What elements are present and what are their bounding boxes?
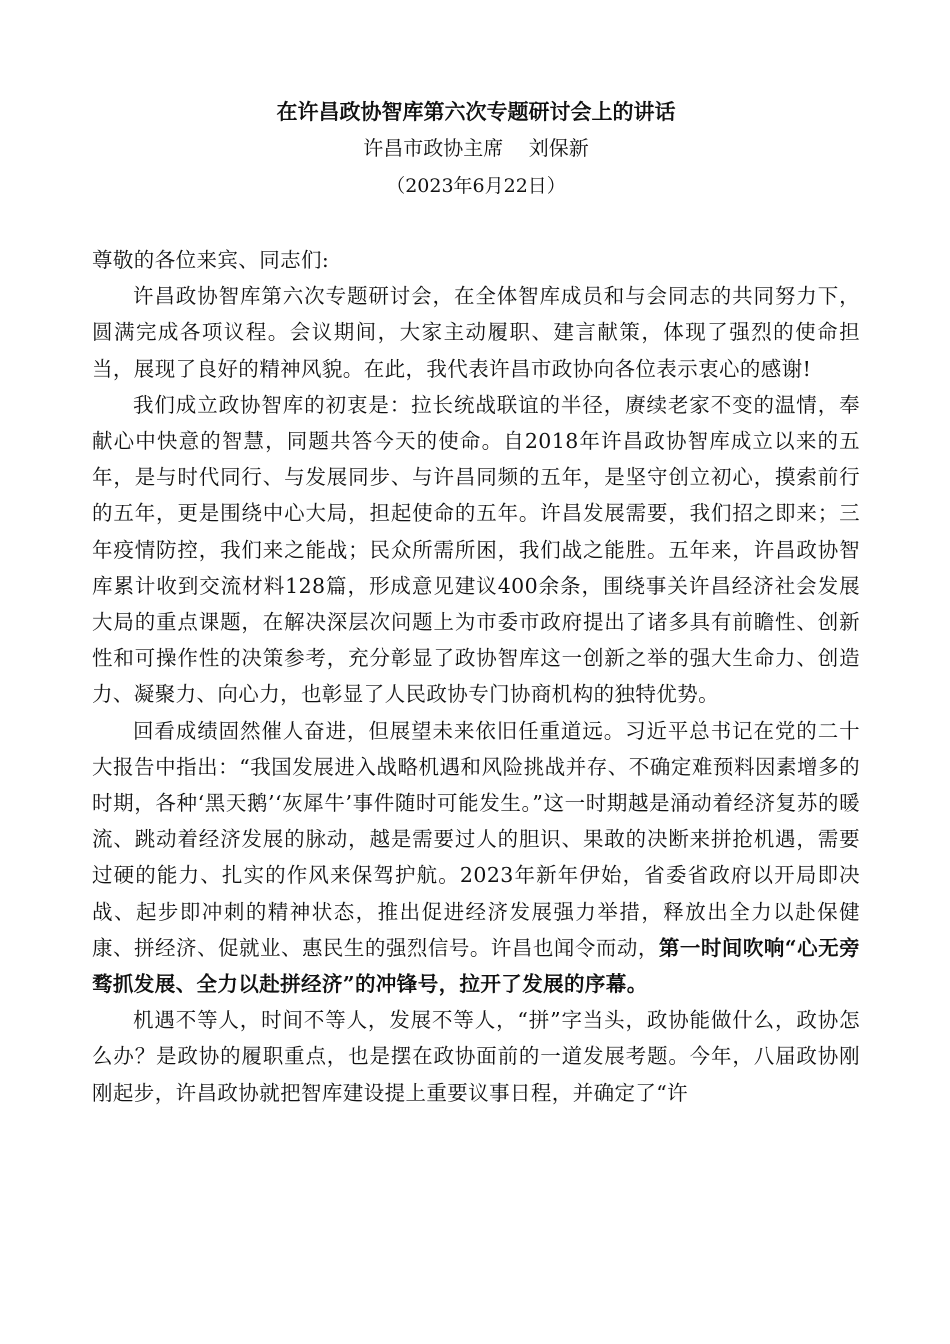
paragraph-3 <box>92 713 860 1003</box>
paragraph-4 <box>92 1002 860 1111</box>
paragraph-1-text: 许昌政协智库第六次专题研讨会，在全体智库成员和与会同志的共同努力下，圆满完成各项议程。会议期间，大家主动履职、建言献策，体现了强烈的使命担当，展现了良好的精神风貌。在此，我代表许昌市政协向各位表示衷心的感谢! <box>92 284 860 381</box>
paragraph-2-text: 我们成立政协智库的初衷是：拉长统战联谊的半径，赓续老家不变的温情，奉献心中快意的智慧，同题共答今天的使命。自2018年许昌政协智库成立以来的五年，是与时代同行、与发展同步、与许昌同频的五年，是坚守创立初心，摸索前行的五年，更是围绕中心大局，担起使命的五年。许昌发展需要，我们招之即来；三年疫情防控，我们来之能战；民众所需所困，我们战之能胜。五年来，许昌政协智库累计收到交流材料128篇，形成意见建议400余条，围绕事关许昌经济社会发展大局的重点课题，在解决深层次问题上为市委市政府提出了诸多具有前瞻性、创新性和可操作性的决策参考，充分彰显了政协智库这一创新之举的强大生命力、创造力、凝聚力、向心力，也彰显了人民政协专门协商机构的独特优势。 <box>92 392 860 707</box>
document-title: 在许昌政协智库第六次专题研讨会上的讲话 <box>276 99 676 124</box>
document-author: 许昌市政协主席 刘保新 <box>363 136 589 160</box>
paragraph-2 <box>92 387 860 713</box>
paragraph-4-text: 机遇不等人，时间不等人，发展不等人，“拼”字当头，政协能做什么，政协怎么办？是政协的履职重点，也是摆在政协面前的一道发展考题。今年，八届政协刚刚起步，许昌政协就把智库建设提上重要议事日程，并确定了“许 <box>92 1008 860 1105</box>
paragraph-3-bold-text: 第一时间吹响“心无旁骛抓发展、全力以赴拼经济”的冲锋号，拉开了发展的序幕。 <box>92 935 860 997</box>
paragraph-3-text: 回看成绩固然催人奋进，但展望未来依旧任重道远。习近平总书记在党的二十大报告中指出：“我国发展进入战略机遇和风险挑战并存、不确定难预料因素增多的时期，各种‘黑天鹅’‘灰犀牛’事件随时可能发生。”这一时期越是涌动着经济复苏的暖流、跳动着经济发展的脉动，越是需要过人的胆识、果敢的决断来拼抢机遇，需要过硬的能力、扎实的作风来保驾护航。2023年新年伊始，省委省政府以开局即决战、起步即冲刺的精神状态，推出促进经济发展强力举措，释放出全力以赴保健康、拼经济、促就业、惠民生的强烈信号。许昌也闻令而动， <box>92 718 860 960</box>
greeting: 尊敬的各位来宾、同志们: <box>92 248 330 272</box>
paragraph-1 <box>92 278 860 387</box>
document-date: （2023年6月22日） <box>386 175 566 197</box>
document-body <box>92 242 860 1111</box>
